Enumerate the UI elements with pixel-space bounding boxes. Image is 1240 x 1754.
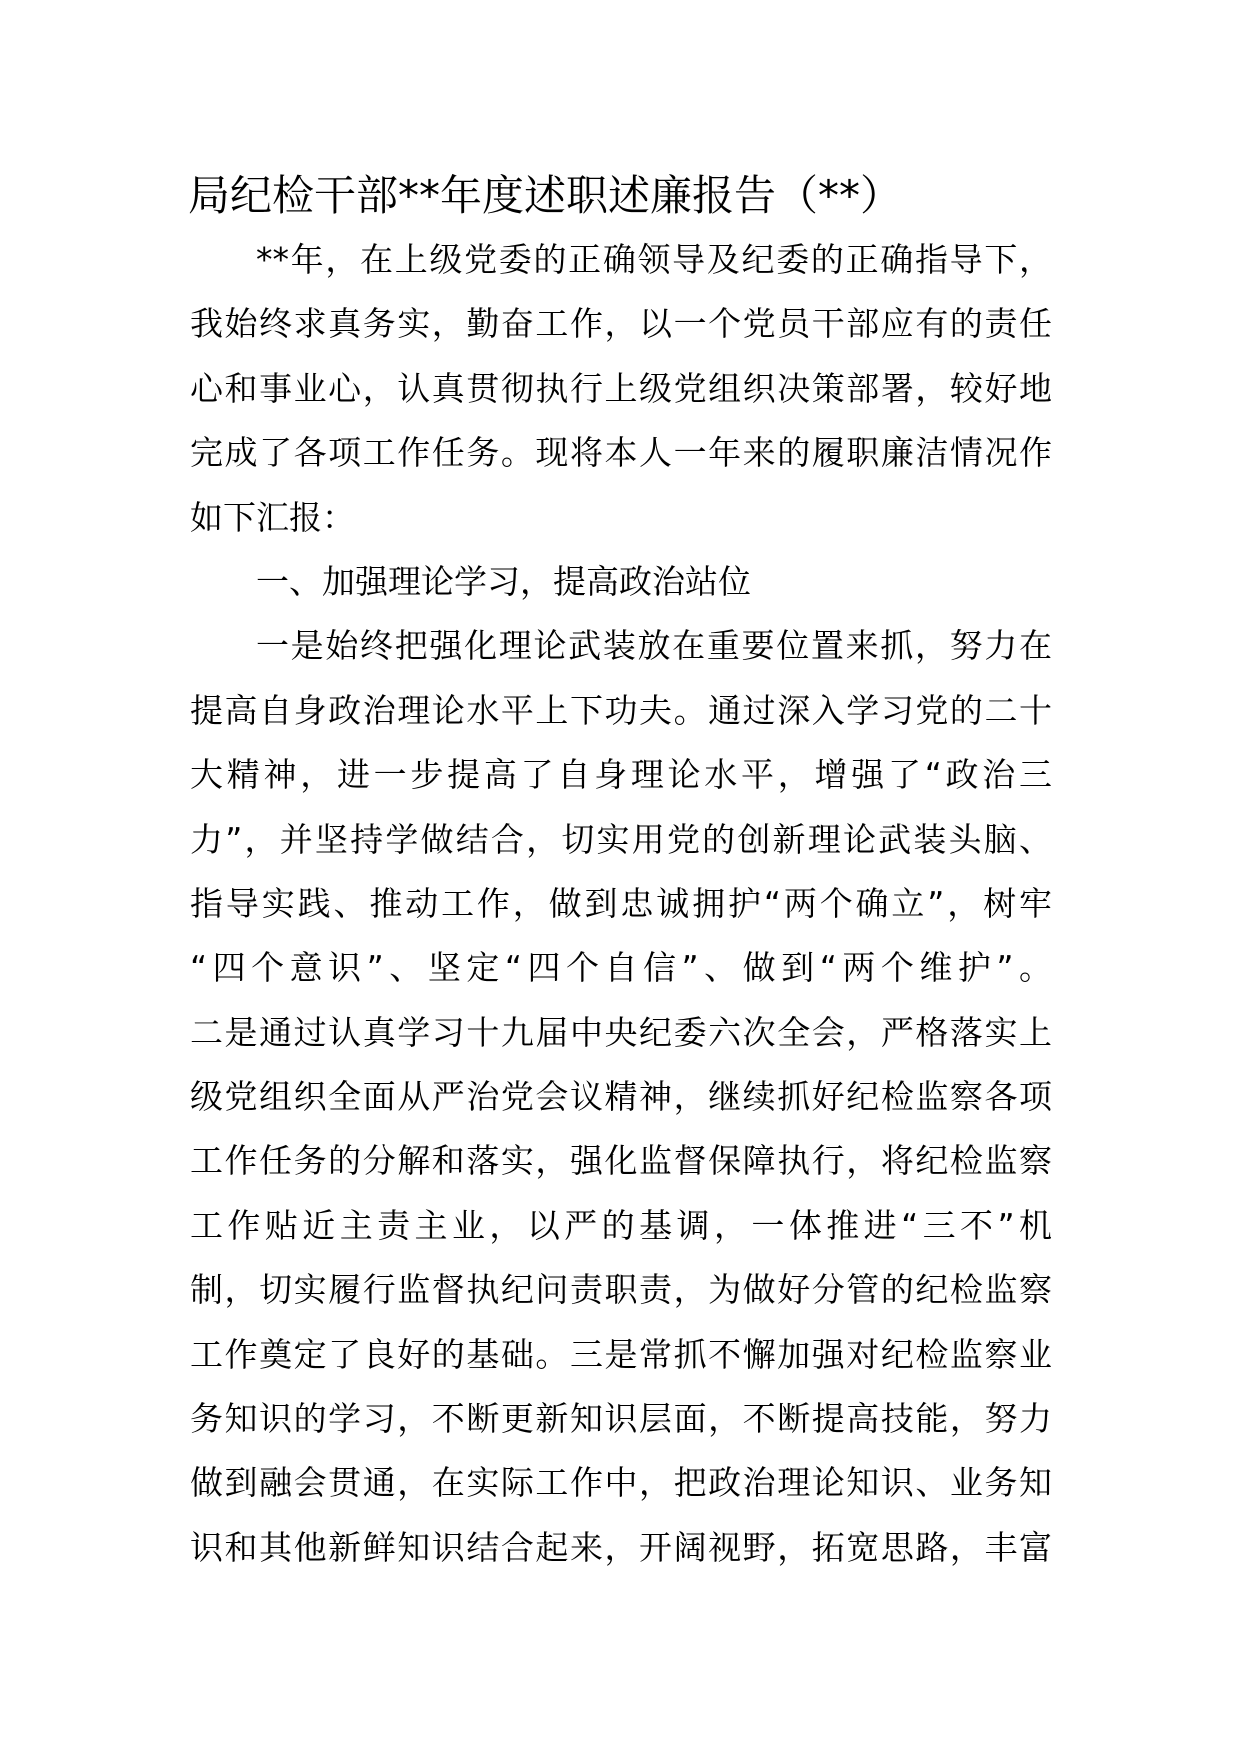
- document-body: [190, 236, 1052, 1588]
- body-line: 我始终求真务实，勤奋工作，以一个党员干部应有的责任: [190, 304, 1052, 344]
- section-heading: 一、加强理论学习，提高政治站位: [256, 561, 751, 601]
- body-line: “四个意识”、坚定“四个自信”、做到“两个维护”。: [190, 948, 1052, 988]
- body-line: **年，在上级党委的正确领导及纪委的正确指导下，: [256, 240, 1052, 279]
- body-line: 大精神，进一步提高了自身理论水平，增强了“政治三: [190, 755, 1052, 795]
- body-line: 务知识的学习，不断更新知识层面，不断提高技能，努力: [190, 1399, 1052, 1439]
- body-line: 心和事业心，认真贯彻执行上级党组织决策部署，较好地: [190, 368, 1052, 408]
- body-line: 力”，并坚持学做结合，切实用党的创新理论武装头脑、: [190, 819, 1052, 859]
- body-line: 制，切实履行监督执纪问责职责，为做好分管的纪检监察: [190, 1270, 1052, 1310]
- body-line: 完成了各项工作任务。现将本人一年来的履职廉洁情况作: [190, 433, 1052, 473]
- body-line: 工作任务的分解和落实，强化监督保障执行，将纪检监察: [190, 1141, 1052, 1181]
- body-line: 做到融会贯通，在实际工作中，把政治理论知识、业务知: [190, 1463, 1052, 1503]
- body-line: 识和其他新鲜知识结合起来，开阔视野，拓宽思路，丰富: [190, 1527, 1052, 1567]
- document-title: 局纪检干部**年度述职述廉报告（**）: [188, 171, 903, 220]
- body-line: 工作贴近主责主业，以严的基调，一体推进“三不”机: [190, 1205, 1052, 1245]
- body-line: 级党组织全面从严治党会议精神，继续抓好纪检监察各项: [190, 1077, 1052, 1117]
- body-line: 如下汇报：: [190, 497, 355, 537]
- body-line: 提高自身政治理论水平上下功夫。通过深入学习党的二十: [190, 690, 1052, 730]
- body-line: 一是始终把强化理论武装放在重要位置来抓，努力在: [256, 626, 1052, 666]
- body-line: 指导实践、推动工作，做到忠诚拥护“两个确立”，树牢: [190, 883, 1052, 923]
- body-line: 二是通过认真学习十九届中央纪委六次全会，严格落实上: [190, 1012, 1052, 1052]
- body-line: 工作奠定了良好的基础。三是常抓不懈加强对纪检监察业: [190, 1334, 1052, 1374]
